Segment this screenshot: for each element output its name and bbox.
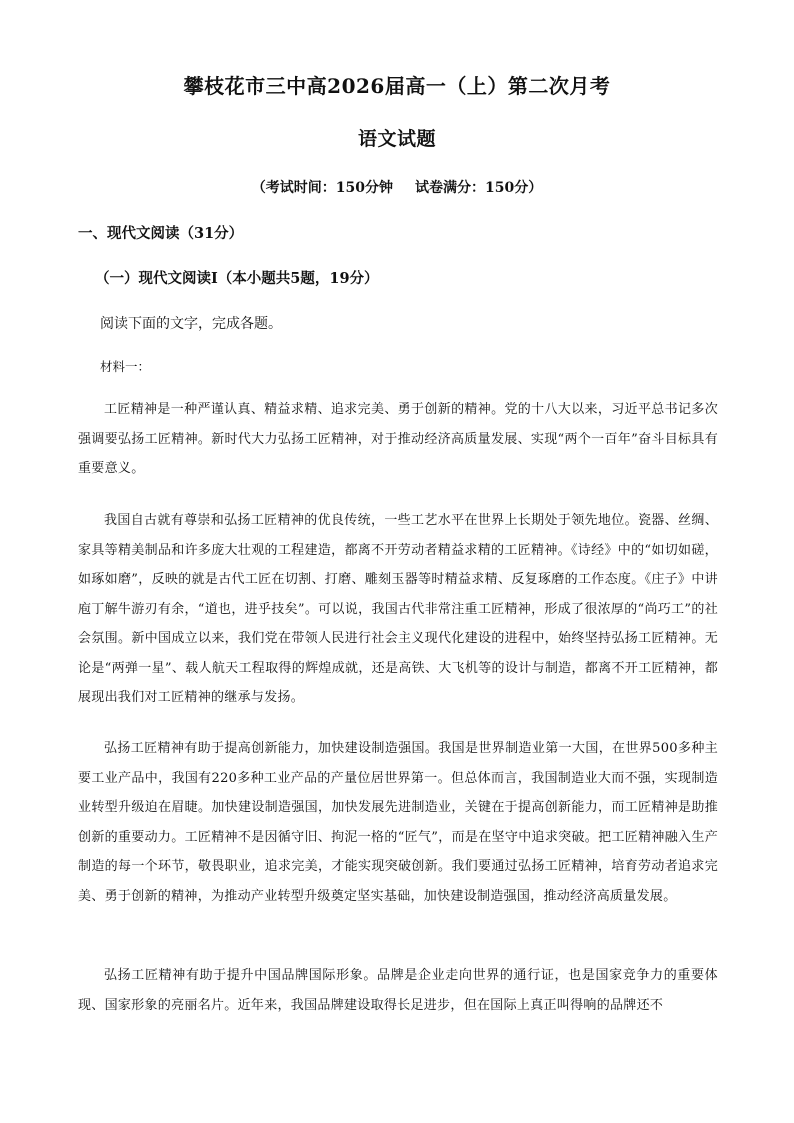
passage-paragraph-4: 弘扬工匠精神有助于提升中国品牌国际形象。品牌是企业走向世界的通行证，也是国家竞争力的重要体现、国家形象的亮丽名片。近年来，我国品牌建设取得长足进步，但在国际上真正叫得响的品牌还不 — [78, 968, 718, 1013]
passage-paragraph-2: 我国自古就有尊崇和弘扬工匠精神的优良传统，一些工艺水平在世界上长期处于领先地位。瓷器、丝绸、家具等精美制品和许多庞大壮观的工程建造，都离不开劳动者精益求精的工匠精神。《诗经》中的“如切如磋，如琢如磨”，反映的就是古代工匠在切割、打磨、雕刻玉器等时精益求精、反复琢磨的工作态度。《庄子》中讲庖丁解牛游刃有余，“道也，进乎技矣”。可以说，我国古代非常注重工匠精神，形成了很浓厚的“尚巧工”的社会氛围。新中国成立以来，我们党在带领人民进行社会主义现代化建设的进程中，始终坚持弘扬工匠精神。无论是“两弹一星”、载人航天工程取得的辉煌成就，还是高铁、大飞机等的设计与制造，都离不开工匠精神，都展现出我们对工匠精神的继承与发扬。 — [78, 513, 718, 705]
exam-subject-title: 语文试题 — [357, 128, 436, 150]
exam-info — [0, 177, 794, 197]
section-heading-modern-reading: 一、现代文阅读（31分） — [78, 225, 244, 242]
passage-paragraph-1: 工匠精神是一种严谨认真、精益求精、追求完美、勇于创新的精神。党的十八大以来，习近平总书记多次强调要弘扬工匠精神。新时代大力弘扬工匠精神，对于推动经济高质量发展、实现“两个一百年”奋斗目标具有重要意义。 — [78, 402, 718, 476]
exam-total-score: 试卷满分：150分） — [415, 180, 543, 196]
passage-paragraph-3: 弘扬工匠精神有助于提高创新能力，加快建设制造强国。我国是世界制造业第一大国，在世界500多种主要工业产品中，我国有220多种工业产品的产量位居世界第一。但总体而言，我国制造业大而不强，实现制造业转型升级迫在眉睫。加快建设制造强国，加快发展先进制造业，关键在于提高创新能力，而工匠精神是助推创新的重要动力。工匠精神不是因循守旧、拘泥一格的“匠气”，而是在坚守中追求突破。把工匠精神融入生产制造的每一个环节，敬畏职业，追求完美，才能实现突破创新。我们要通过弘扬工匠精神，培育劳动者追求完美、勇于创新的精神，为推动产业转型升级奠定坚实基础，加快建设制造强国，推动经济高质量发展。 — [78, 741, 718, 904]
exam-time: （考试时间：150分钟 — [251, 180, 393, 196]
reading-instruction: 阅读下面的文字，完成各题。 — [100, 316, 282, 332]
exam-title: 攀枝花市三中高2026届高一（上）第二次月考 — [183, 74, 611, 98]
material-label: 材料一： — [100, 359, 151, 374]
subsection-heading-reading-one: （一）现代文阅读Ⅰ（本小题共5题，19分） — [95, 270, 379, 287]
